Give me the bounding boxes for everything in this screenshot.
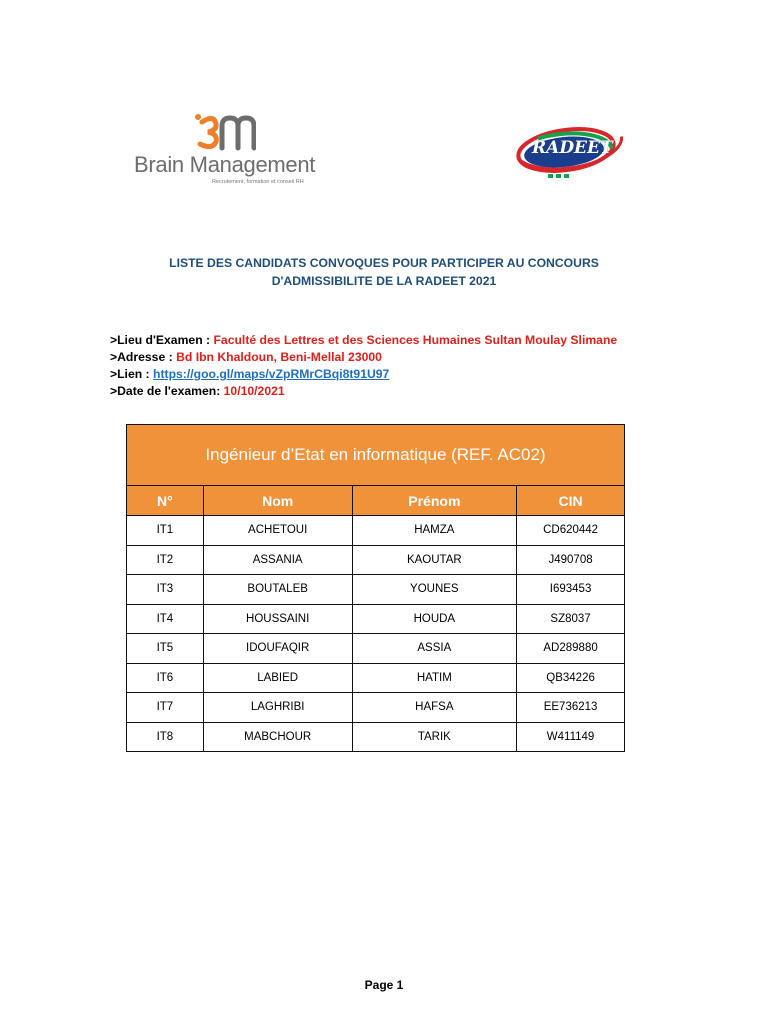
- cell-nom: MABCHOUR: [203, 722, 352, 752]
- cell-cin: CD620442: [517, 516, 625, 546]
- exam-date-row: [110, 383, 617, 400]
- cell-prenom: YOUNES: [352, 575, 517, 605]
- cell-nom: HOUSSAINI: [203, 604, 352, 634]
- exam-map-link[interactable]: https://goo.gl/maps/vZpRMrCBqi8t91U97: [153, 367, 390, 381]
- radeet-name: RADEET: [532, 138, 613, 158]
- cell-prenom: TARIK: [352, 722, 517, 752]
- exam-location-row: [110, 332, 617, 349]
- header-prenom: Prénom: [352, 486, 517, 516]
- cell-nom: LABIED: [203, 663, 352, 693]
- radeet-logo: [506, 114, 626, 194]
- cell-nom: ASSANIA: [203, 545, 352, 575]
- table-header-row: [127, 486, 625, 516]
- header-cin: CIN: [517, 486, 625, 516]
- exam-date-label: >Date de l'examen:: [110, 384, 224, 398]
- table-row: [127, 693, 625, 723]
- cell-cin: J490708: [517, 545, 625, 575]
- exam-link-label: >Lien :: [110, 367, 154, 381]
- cell-cin: QB34226: [517, 663, 625, 693]
- cell-number: IT7: [127, 693, 204, 723]
- cell-cin: SZ8037: [517, 604, 625, 634]
- cell-number: IT5: [127, 634, 204, 664]
- candidates-table: [126, 424, 625, 752]
- cell-number: IT6: [127, 663, 204, 693]
- exam-location-value: Faculté des Lettres et des Sciences Humaines Sultan Moulay Slimane: [213, 333, 618, 347]
- table-row: [127, 722, 625, 752]
- cell-prenom: ASSIA: [352, 634, 517, 664]
- cell-prenom: HATIM: [352, 663, 517, 693]
- exam-address-row: [110, 349, 617, 366]
- exam-date-value: 10/10/2021: [223, 384, 285, 398]
- exam-location-label: >Lieu d'Examen :: [110, 333, 214, 347]
- cell-prenom: HAFSA: [352, 693, 517, 723]
- exam-link-row: [110, 366, 617, 383]
- table-row: [127, 604, 625, 634]
- cell-number: IT8: [127, 722, 204, 752]
- cell-prenom: HOUDA: [352, 604, 517, 634]
- cell-nom: LAGHRIBI: [203, 693, 352, 723]
- cell-cin: EE736213: [517, 693, 625, 723]
- cell-cin: AD289880: [517, 634, 625, 664]
- table-row: [127, 516, 625, 546]
- cell-nom: BOUTALEB: [203, 575, 352, 605]
- exam-address-value: Bd Ibn Khaldoun, Beni-Mellal 23000: [176, 350, 382, 364]
- table-row: [127, 575, 625, 605]
- cell-number: IT2: [127, 545, 204, 575]
- brain-management-logo: [134, 112, 324, 192]
- brain-management-tagline: Recrutement, formation et conseil RH: [212, 179, 304, 185]
- header-nom: Nom: [203, 486, 352, 516]
- brain-management-name: Brain Management: [134, 152, 316, 177]
- table-row: [127, 545, 625, 575]
- cell-number: IT4: [127, 604, 204, 634]
- cell-nom: ACHETOUI: [203, 516, 352, 546]
- cell-cin: W411149: [517, 722, 625, 752]
- exam-address-label: >Adresse :: [110, 350, 177, 364]
- page-number: Page 1: [364, 978, 404, 992]
- cell-prenom: KAOUTAR: [352, 545, 517, 575]
- cell-cin: I693453: [517, 575, 625, 605]
- document-title: [0, 254, 768, 290]
- brain-management-mark-icon: [192, 112, 256, 152]
- exam-info: [110, 332, 617, 400]
- cell-prenom: HAMZA: [352, 516, 517, 546]
- table-row: [127, 663, 625, 693]
- title-line-2: D'ADMISSIBILITE DE LA RADEET 2021: [271, 274, 497, 288]
- table-row: [127, 634, 625, 664]
- cell-number: IT3: [127, 575, 204, 605]
- title-line-1: LISTE DES CANDIDATS CONVOQUES POUR PARTICIPER AU CONCOURS: [169, 256, 599, 270]
- cell-nom: IDOUFAQIR: [203, 634, 352, 664]
- table-title: Ingénieur d’Etat en informatique (REF. AC02): [127, 425, 625, 486]
- cell-number: IT1: [127, 516, 204, 546]
- header-number: N°: [127, 486, 204, 516]
